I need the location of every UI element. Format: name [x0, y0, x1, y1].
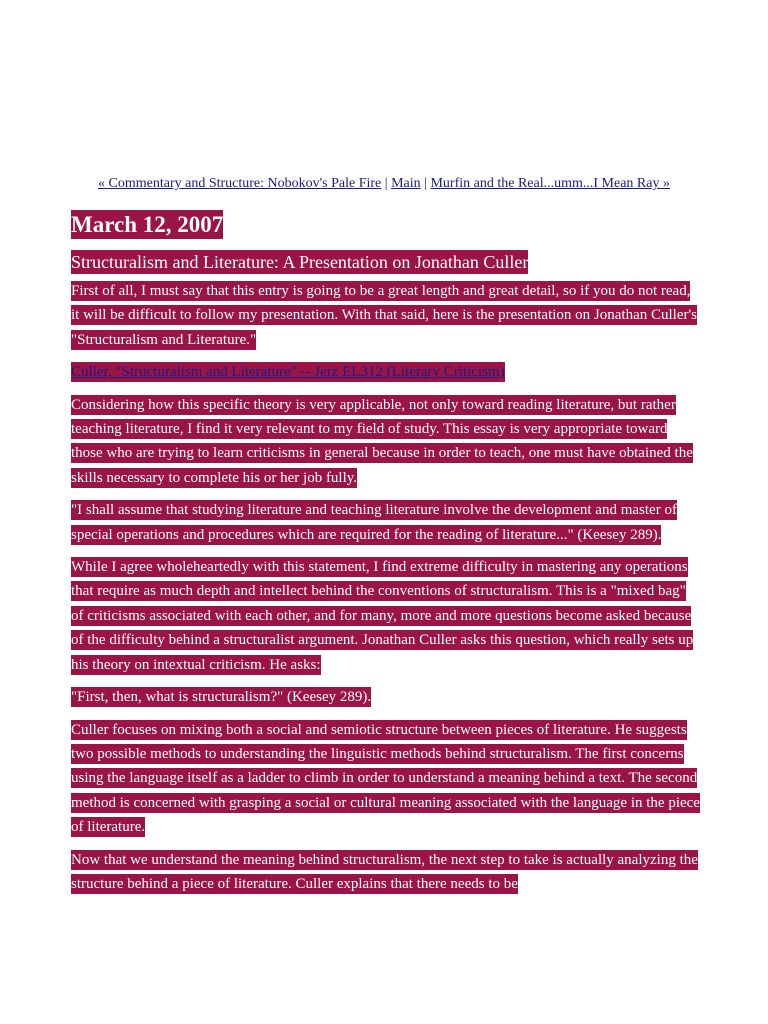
- paragraph: Culler focuses on mixing both a social and semiotic structure between pieces of literature. He suggests two possible methods to understanding the linguistic methods behind structuralism. The first concerns using the language itself as a ladder to climb in order to understand a meaning behind a text. The second method is concerned with grasping a social or cultural meaning associated with the language in the piece of literature.: [71, 721, 700, 836]
- nav-separator: |: [420, 176, 431, 191]
- nav-separator: |: [381, 176, 392, 191]
- quote-paragraph: "I shall assume that studying literature and teaching literature involve the development and master of special operations and procedures which are required for the reading of literature..." (Keesey 289).: [71, 502, 677, 543]
- paragraph: While I agree wholeheartedly with this statement, I find extreme difficulty in mastering any operations that require as much depth and intellect behind the conventions of structuralism. This is a "mixed bag" of criticisms associated with each other, and for many, more and more questions become asked because of the difficulty behind a structuralist argument. Jonathan Culler asks this question, which really sets up his theory on intextual criticism. He asks:: [71, 559, 694, 673]
- post-date: [71, 208, 701, 241]
- next-post-link[interactable]: Murfin and the Real...umm...I Mean Ray »: [430, 176, 670, 191]
- post-content: [71, 208, 701, 904]
- paragraph: Now that we understand the meaning behind structuralism, the next step to take is actually analyzing the structure behind a piece of literature. Culler explains that there needs to be: [71, 851, 698, 892]
- main-link[interactable]: Main: [391, 176, 421, 191]
- paragraph: First of all, I must say that this entry is going to be a great length and great detail, so if you do not read, it will be difficult to follow my presentation. With that said, here is the presentation on Jonathan Culler's "Structuralism and Literature.": [71, 283, 698, 348]
- previous-post-link[interactable]: « Commentary and Structure: Nobokov's Pale Fire: [98, 176, 382, 191]
- post-title: [71, 250, 701, 274]
- post-date-text: March 12, 2007: [71, 212, 224, 237]
- culler-article-link[interactable]: Culler, "Structuralism and Literature" -- Jerz EL312 (Literary Criticism): [71, 364, 505, 381]
- post-title-text: Structuralism and Literature: A Presentation on Jonathan Culler: [71, 252, 529, 272]
- quote-paragraph: "First, then, what is structuralism?" (Keesey 289).: [71, 689, 372, 706]
- paragraph-link: [71, 360, 701, 384]
- post-navigation: [0, 176, 768, 192]
- paragraph: Considering how this specific theory is very applicable, not only toward reading literature, but rather teaching literature, I find it very relevant to my field of study. This essay is very appropriate toward those who are trying to learn criticisms in general because in order to teach, one must have obtained the skills necessary to complete his or her job fully.: [71, 396, 693, 486]
